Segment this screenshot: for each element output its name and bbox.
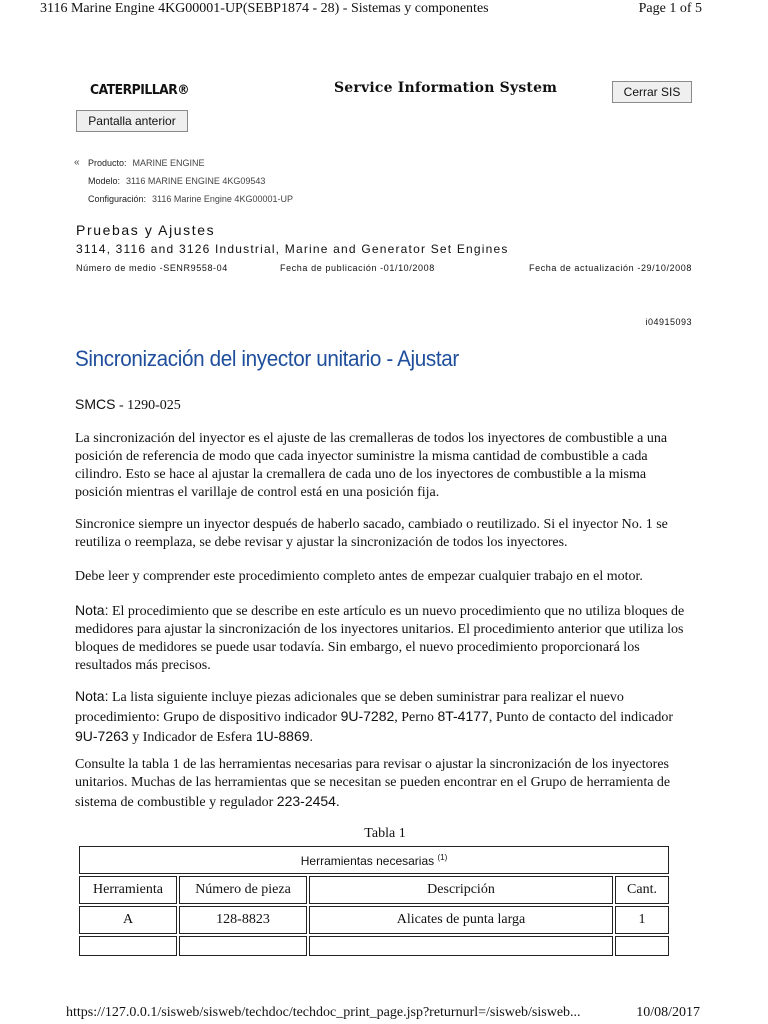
note-text: . (309, 730, 314, 745)
publication-date: Fecha de publicación -01/10/2008 (280, 263, 435, 273)
table-title (79, 846, 669, 874)
back-button[interactable]: Pantalla anterior (76, 110, 188, 132)
page-title: Sincronización del inyector unitario - Ajustar (75, 346, 459, 371)
configuration-value: 3116 Marine Engine 4KG00001-UP (152, 194, 293, 204)
note-text: La lista siguiente incluye piezas adicionales que se deben suministrar para realizar el nuevo procedimiento: Grupo de dispositivo indicador (75, 690, 624, 725)
cell-description: Alicates de punta larga (309, 906, 613, 934)
table-row-partial (79, 936, 669, 956)
update-date: Fecha de actualización -29/10/2008 (529, 263, 692, 273)
configuration-label: Configuración: (88, 194, 147, 204)
note-text: El procedimiento que se describe en este artículo es un nuevo procedimiento que no utiliza bloques de medidores para ajustar la sincronización de los inyectores unitarios. El procedimiento anterior que utiliza los bloques de medidores se puede usar todavía. Sin embargo, el nuevo procedimiento proporcionará los resultados más precisos. (75, 604, 685, 673)
product-value: MARINE ENGINE (132, 158, 205, 168)
print-footer-url: https://127.0.0.1/sisweb/sisweb/techdoc/techdoc_print_page.jsp?returnurl=/sisweb/sisweb... (66, 1005, 581, 1020)
part-number-link[interactable]: 8T-4177 (437, 708, 489, 724)
part-number-link[interactable]: 9U-7282 (340, 708, 395, 724)
configuration-row (76, 190, 293, 208)
model-label: Modelo: (88, 176, 121, 186)
note-text: , Perno (394, 710, 438, 725)
smcs-value: - 1290-025 (115, 398, 181, 413)
print-footer (0, 1005, 768, 1023)
document-subtitle: 3114, 3116 and 3126 Industrial, Marine and Generator Set Engines (76, 242, 509, 256)
note-label: Nota: (75, 602, 109, 618)
cell-empty (179, 936, 307, 956)
table-title-text: Herramientas necesarias (300, 853, 435, 868)
column-header-tool: Herramienta (79, 876, 177, 904)
note-text: , Punto de contacto del indicador (488, 710, 674, 725)
product-row (76, 154, 293, 172)
column-header-part-number: Número de pieza (179, 876, 307, 904)
cell-empty (615, 936, 669, 956)
part-number-link[interactable]: 1U-8869 (255, 728, 310, 744)
paragraph-intro: La sincronización del inyector es el ajuste de las cremalleras de todos los inyectores de combustible a una posición de referencia de modo que cada inyector suministre la misma cantidad de combustible a cada cilindro. Esto se hace al ajustar la cremallera de cada uno de los inyectores de combustible a la misma posición mientras el varillaje de control está en una posición fija. (75, 431, 668, 500)
table-caption: Tabla 1 (364, 826, 406, 841)
paragraph-text: Consulte la tabla 1 de las herramientas necesarias para revisar o ajustar la sincronización de los inyectores unitarios. Muchas de las herramientas que se necesitan se pueden encontrar en el Grupo de herramienta de sistema de combustible y regulador (75, 757, 671, 810)
print-header-page: Page 1 of 5 (638, 1, 702, 16)
table-columns-row (79, 876, 669, 904)
document-type: Pruebas y Ajustes (76, 222, 216, 238)
print-header-title: 3116 Marine Engine 4KG00001-UP(SEBP1874 - 28) - Sistemas y componentes (40, 1, 489, 16)
smcs-label: SMCS (75, 396, 116, 412)
tools-table (77, 844, 671, 958)
part-number-link[interactable]: 223-2454 (276, 793, 336, 809)
system-title: Service Information System (334, 80, 558, 96)
cell-quantity: 1 (615, 906, 669, 934)
print-footer-date: 10/08/2017 (636, 1005, 700, 1020)
product-label: Producto: (88, 158, 127, 168)
back-arrow-icon[interactable]: « (74, 157, 80, 168)
paragraph-read: Debe leer y comprender este procedimiento completo antes de empezar cualquier trabajo en el motor. (75, 569, 643, 584)
model-value: 3116 MARINE ENGINE 4KG09543 (126, 176, 266, 186)
model-row (76, 172, 293, 190)
cell-empty (79, 936, 177, 956)
media-number: Número de medio -SENR9558-04 (76, 263, 228, 273)
note-new-procedure (75, 601, 695, 675)
document-id: i04915093 (645, 317, 692, 327)
table-title-footnote: (1) (437, 852, 448, 862)
paragraph-sync: Sincronice siempre un inyector después de haberlo sacado, cambiado o reutilizado. Si el inyector No. 1 se reutiliza o reemplaza, se debe revisar y ajustar la sincronización de todos los inyectores. (75, 517, 668, 550)
paragraph-tools (75, 756, 695, 812)
paragraph-text: . (335, 795, 340, 810)
column-header-quantity: Cant. (615, 876, 669, 904)
close-sis-button[interactable]: Cerrar SIS (612, 81, 692, 103)
note-text: y Indicador de Esfera (128, 730, 256, 745)
caterpillar-logo: CATERPILLAR® (90, 83, 190, 98)
column-header-description: Descripción (309, 876, 613, 904)
cell-empty (309, 936, 613, 956)
cell-part-number: 128-8823 (179, 906, 307, 934)
table-header-row (79, 846, 669, 874)
product-info (76, 154, 293, 208)
note-parts (75, 687, 695, 747)
cell-tool: A (79, 906, 177, 934)
note-label: Nota: (75, 688, 109, 704)
part-number-link[interactable]: 9U-7263 (75, 728, 129, 744)
print-header (0, 0, 768, 22)
table-row (79, 906, 669, 934)
smcs-code (75, 396, 181, 414)
